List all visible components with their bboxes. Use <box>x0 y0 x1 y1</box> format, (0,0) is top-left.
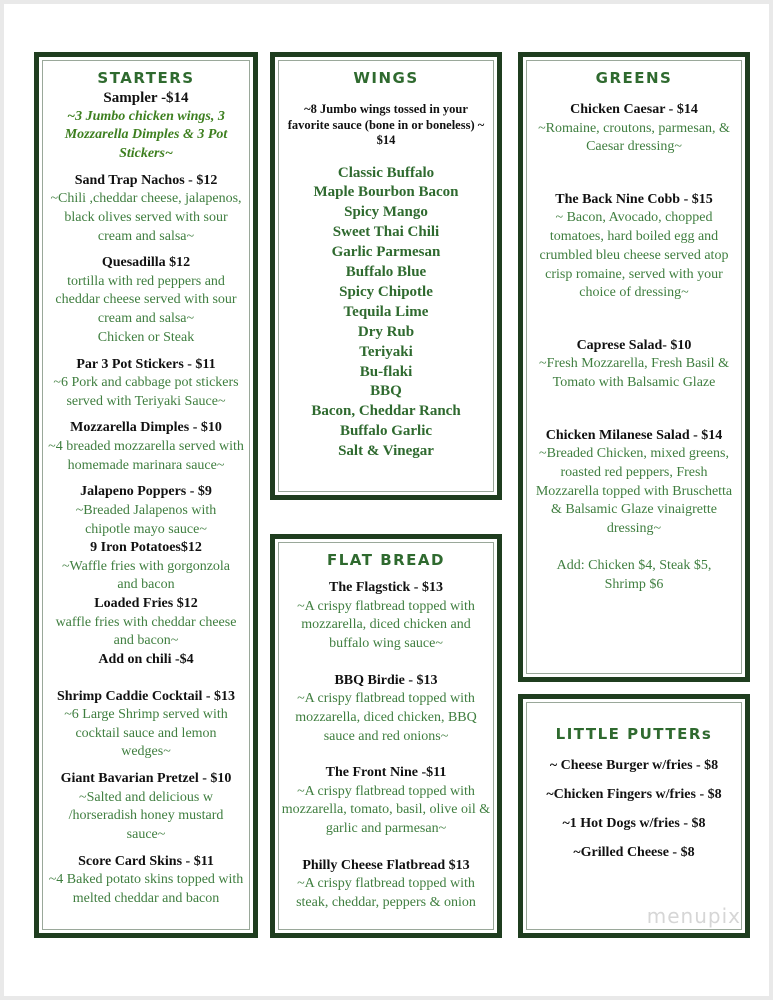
starters-section <box>34 52 258 938</box>
wing-flavor: Spicy Chipotle <box>339 283 433 300</box>
little-putters-list <box>523 751 745 867</box>
starter-item <box>39 356 253 412</box>
flatbread-item <box>275 579 497 654</box>
flatbread-name: The Front Nine -$11 <box>325 765 447 781</box>
little-putters-item: ~Grilled Cheese - $8 <box>573 845 695 860</box>
wing-flavor: Dry Rub <box>357 323 415 340</box>
starter-item <box>39 254 253 347</box>
greens-name: Chicken Caesar - $14 <box>570 102 698 117</box>
wing-flavor: Bacon, Cheddar Ranch <box>311 403 461 420</box>
flatbread-heading: FLAT BREAD <box>327 551 445 569</box>
greens-item <box>523 101 745 157</box>
menupix-watermark: menupix <box>646 904 741 928</box>
starter-item <box>39 853 253 909</box>
starter-name: Sand Trap Nachos - $12 <box>74 172 218 188</box>
starter-desc: ~Waffle fries with gorgonzola and bacon <box>61 558 231 593</box>
greens-item <box>523 427 745 539</box>
greens-desc: ~Breaded Chicken, mixed greens, roasted red peppers, Fresh Mozzarella topped with Bruschetta & Balsamic Glaze vinaigrette dressing~ <box>535 446 733 537</box>
wing-flavor: Buffalo Garlic <box>339 423 433 440</box>
little-putters-section <box>518 694 750 938</box>
wing-flavor: Sweet Thai Chili <box>332 224 440 241</box>
starter-item <box>39 539 253 595</box>
starter-name: Quesadilla $12 <box>101 255 191 271</box>
greens-heading: GREENS <box>595 69 673 87</box>
wing-flavor: Classic Buffalo <box>337 164 435 181</box>
starter-item <box>39 770 253 845</box>
greens-item <box>523 191 745 303</box>
flatbread-desc: ~A crispy flatbread topped with steak, cheddar, peppers & onion <box>296 876 476 911</box>
flatbread-name: BBQ Birdie - $13 <box>334 672 438 688</box>
starter-desc: ~4 Baked potato skins topped with melted cheddar and bacon <box>48 872 244 906</box>
flatbread-name: The Flagstick - $13 <box>329 580 443 595</box>
greens-desc: ~Fresh Mozzarella, Fresh Basil & Tomato with Balsamic Glaze <box>539 356 729 391</box>
sampler-desc: ~3 Jumbo chicken wings, 3 Mozzarella Dimples & 3 Pot Stickers~ <box>64 108 228 161</box>
starter-name: Score Card Skins - $11 <box>78 853 214 869</box>
wing-flavor: Teriyaki <box>359 343 413 360</box>
greens-name: Caprese Salad- $10 <box>576 337 692 353</box>
starter-desc: ~Salted and delicious w /horseradish honey mustard sauce~ <box>68 789 224 843</box>
starter-name: 9 Iron Potatoes$12 <box>90 540 202 556</box>
wing-flavor: Tequila Lime <box>343 303 429 320</box>
starter-name: Giant Bavarian Pretzel - $10 <box>60 771 232 787</box>
starter-item <box>39 419 253 475</box>
flatbread-desc: ~A crispy flatbread topped with mozzarella, diced chicken, BBQ sauce and red onions~ <box>295 691 477 744</box>
wing-flavor-list <box>275 164 497 463</box>
greens-add-on: Add: Chicken $4, Steak $5, Shrimp $6 <box>556 557 712 592</box>
sampler-item <box>39 89 253 164</box>
starter-name: Jalapeno Poppers - $9 <box>80 484 212 500</box>
starters-heading: STARTERS <box>97 69 195 87</box>
starter-name: Add on chili -$4 <box>98 652 194 668</box>
starter-desc: ~4 breaded mozzarella served with homemade marinara sauce~ <box>48 438 244 473</box>
little-putters-item: ~1 Hot Dogs w/fries - $8 <box>562 816 706 831</box>
menu-page <box>4 4 769 996</box>
starter-desc: tortilla with red peppers and cheddar cheese served with sour cream and salsa~ <box>55 273 237 327</box>
flatbread-desc: ~A crispy flatbread topped with mozzarella, diced chicken and buffalo wing sauce~ <box>297 598 475 651</box>
wing-flavor: BBQ <box>370 383 402 400</box>
starter-item <box>39 595 253 651</box>
greens-desc: ~Romaine, croutons, parmesan, & Caesar dressing~ <box>538 120 730 155</box>
starter-name: Par 3 Pot Stickers - $11 <box>76 356 216 372</box>
wing-flavor: Bu-flaki <box>359 363 413 380</box>
flatbread-section <box>270 534 502 938</box>
wing-flavor: Spicy Mango <box>344 204 428 221</box>
starter-item <box>39 172 253 247</box>
wing-flavor: Garlic Parmesan <box>331 244 441 261</box>
wing-flavor: Salt & Vinegar <box>338 443 434 460</box>
sampler-name: Sampler -$14 <box>103 90 189 106</box>
little-putters-item: ~Chicken Fingers w/fries - $8 <box>546 787 722 802</box>
greens-name: The Back Nine Cobb - $15 <box>555 191 713 207</box>
flatbread-desc: ~A crispy flatbread topped with mozzarella, tomato, basil, olive oil & garlic and parmesan~ <box>281 783 491 837</box>
starter-name: Mozzarella Dimples - $10 <box>70 420 222 436</box>
starter-desc: ~Chili ,cheddar cheese, jalapenos, black olives served with sour cream and salsa~ <box>50 191 242 244</box>
flatbread-name: Philly Cheese Flatbread $13 <box>302 857 470 873</box>
starter-desc: ~6 Large Shrimp served with cocktail sauce and lemon wedges~ <box>64 707 228 760</box>
greens-name: Chicken Milanese Salad - $14 <box>545 427 723 443</box>
little-putters-item: ~ Cheese Burger w/fries - $8 <box>549 758 719 773</box>
wing-flavor: Buffalo Blue <box>345 264 427 281</box>
wings-section <box>270 52 502 500</box>
greens-item <box>523 337 745 393</box>
flatbread-item <box>275 672 497 747</box>
starter-item <box>39 651 253 670</box>
little-putters-heading: LITTLE PUTTERs <box>555 725 713 743</box>
flatbread-item <box>275 764 497 839</box>
starter-name: Shrimp Caddie Cocktail - $13 <box>56 688 236 704</box>
wings-intro: ~8 Jumbo wings tossed in your favorite sauce (bone in or boneless) ~ $14 <box>287 102 485 147</box>
starter-desc: ~6 Pork and cabbage pot stickers served with Teriyaki Sauce~ <box>53 375 239 409</box>
starter-item <box>39 688 253 763</box>
starter-extra: Chicken or Steak <box>97 329 195 345</box>
flatbread-item <box>275 857 497 913</box>
wings-heading: WINGS <box>353 69 419 87</box>
greens-desc: ~ Bacon, Avocado, chopped tomatoes, hard boiled egg and crumbled bleu cheese served atop crisp romaine, served with your choice of dressing~ <box>539 210 729 301</box>
starter-item <box>39 483 253 539</box>
wing-flavor: Maple Bourbon Bacon <box>313 184 459 201</box>
starter-desc: ~Breaded Jalapenos with chipotle mayo sauce~ <box>75 502 217 537</box>
starter-desc: waffle fries with cheddar cheese and bacon~ <box>55 614 237 649</box>
starter-name: Loaded Fries $12 <box>94 596 198 612</box>
greens-section <box>518 52 750 682</box>
